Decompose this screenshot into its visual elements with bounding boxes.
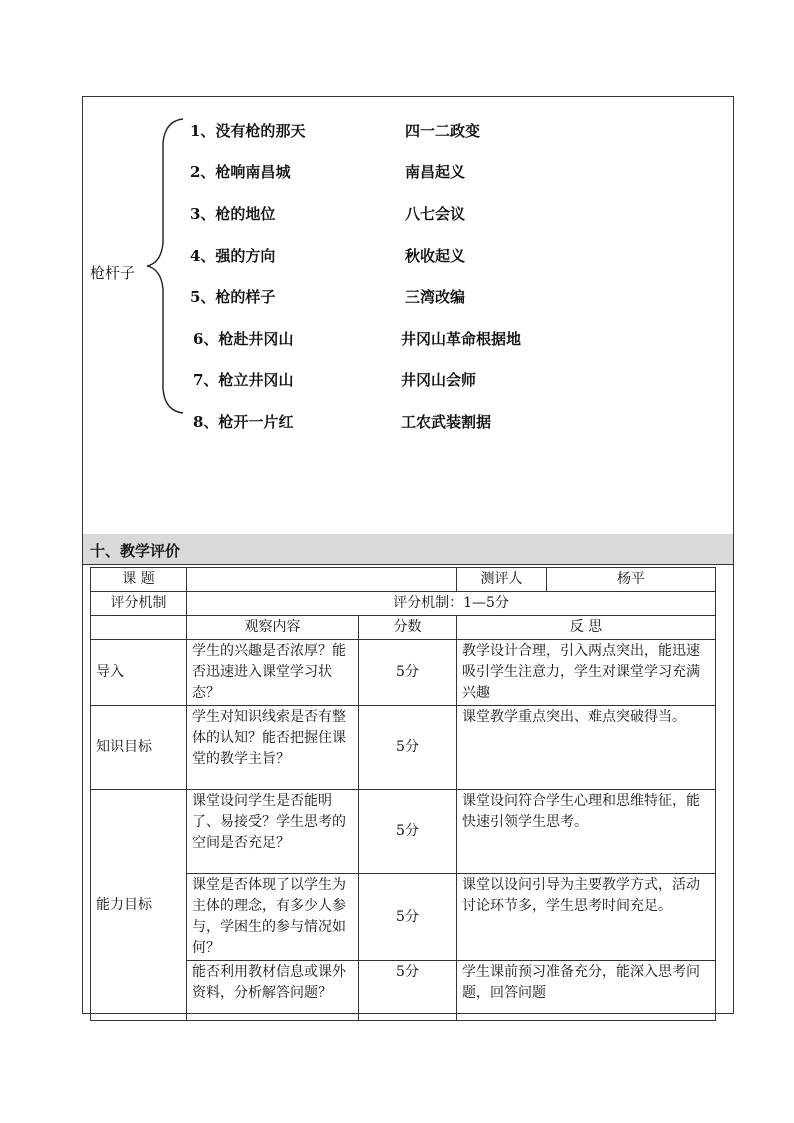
header-observe: 观察内容 [187, 616, 359, 640]
mindmap-item-5: 5、枪的样子 [190, 288, 276, 306]
evaluator-label: 测评人 [457, 568, 547, 592]
reflect-cell: 课堂教学重点突出、难点突破得当。 [457, 706, 716, 790]
score-cell: 5分 [359, 874, 457, 961]
scoring-label: 评分机制 [91, 592, 187, 616]
observe-cell: 课堂是否体现了以学生为主体的理念，有多少人参与，学困生的参与情况如何？ [187, 874, 359, 961]
mindmap-root: 枪杆子 [90, 264, 136, 282]
table-row [91, 568, 716, 592]
score-cell: 5分 [359, 790, 457, 874]
evaluator-value: 杨平 [547, 568, 716, 592]
mindmap-event-3: 八七会议 [405, 205, 466, 223]
observe-cell: 能否利用教材信息或课外资料，分析解答问题？ [187, 961, 359, 1021]
score-cell: 5分 [359, 640, 457, 706]
scoring-value: 评分机制：1—5分 [187, 592, 716, 616]
reflect-cell: 教学设计合理，引入两点突出，能迅速吸引学生注意力，学生对课堂学习充满兴趣 [457, 640, 716, 706]
header-reflect: 反 思 [457, 616, 716, 640]
observe-cell: 学生的兴趣是否浓厚？能否迅速进入课堂学习状态？ [187, 640, 359, 706]
mindmap-event-1: 四一二政变 [405, 122, 481, 140]
evaluation-table [90, 567, 716, 1021]
mindmap-item-6: 6、枪赴井冈山 [193, 330, 294, 348]
header-score: 分数 [359, 616, 457, 640]
mindmap-item-2: 2、枪响南昌城 [190, 163, 291, 181]
category-cell: 能力目标 [91, 790, 187, 1021]
topic-label: 课 题 [91, 568, 187, 592]
observe-cell: 学生对知识线索是否有整体的认知？能否把握住课堂的教学主旨？ [187, 706, 359, 790]
mindmap-event-7: 井冈山会师 [401, 371, 477, 389]
mindmap-item-1: 1、没有枪的那天 [190, 122, 306, 140]
mindmap-item-8: 8、枪开一片红 [193, 413, 294, 431]
table-row [91, 706, 716, 790]
section-header [83, 534, 733, 565]
category-cell: 知识目标 [91, 706, 187, 790]
mindmap-item-4: 4、强的方向 [190, 247, 276, 265]
mindmap-item-7: 7、枪立井冈山 [193, 371, 294, 389]
mindmap-event-8: 工农武装割据 [401, 413, 492, 431]
section-title: 十、教学评价 [90, 542, 181, 560]
category-cell: 导入 [91, 640, 187, 706]
mindmap-event-2: 南昌起义 [405, 163, 466, 181]
mindmap-event-5: 三湾改编 [405, 288, 466, 306]
score-cell: 5分 [359, 961, 457, 1021]
document-frame [82, 96, 734, 1014]
score-cell: 5分 [359, 706, 457, 790]
mindmap-event-4: 秋收起义 [405, 247, 466, 265]
topic-value [187, 568, 457, 592]
table-row [91, 592, 716, 616]
mindmap-item-3: 3、枪的地位 [190, 205, 276, 223]
table-header-row [91, 616, 716, 640]
reflect-cell: 学生课前预习准备充分，能深入思考问题，回答问题 [457, 961, 716, 1021]
header-empty [91, 616, 187, 640]
mindmap-event-6: 井冈山革命根据地 [401, 330, 522, 348]
table-row [91, 790, 716, 874]
reflect-cell: 课堂以设问引导为主要教学方式，活动讨论环节多，学生思考时间充足。 [457, 874, 716, 961]
table-row [91, 640, 716, 706]
reflect-cell: 课堂设问符合学生心理和思维特征，能快速引领学生思考。 [457, 790, 716, 874]
mindmap-cell [83, 97, 733, 535]
observe-cell: 课堂设问学生是否能明了、易接受？学生思考的空间是否充足？ [187, 790, 359, 874]
